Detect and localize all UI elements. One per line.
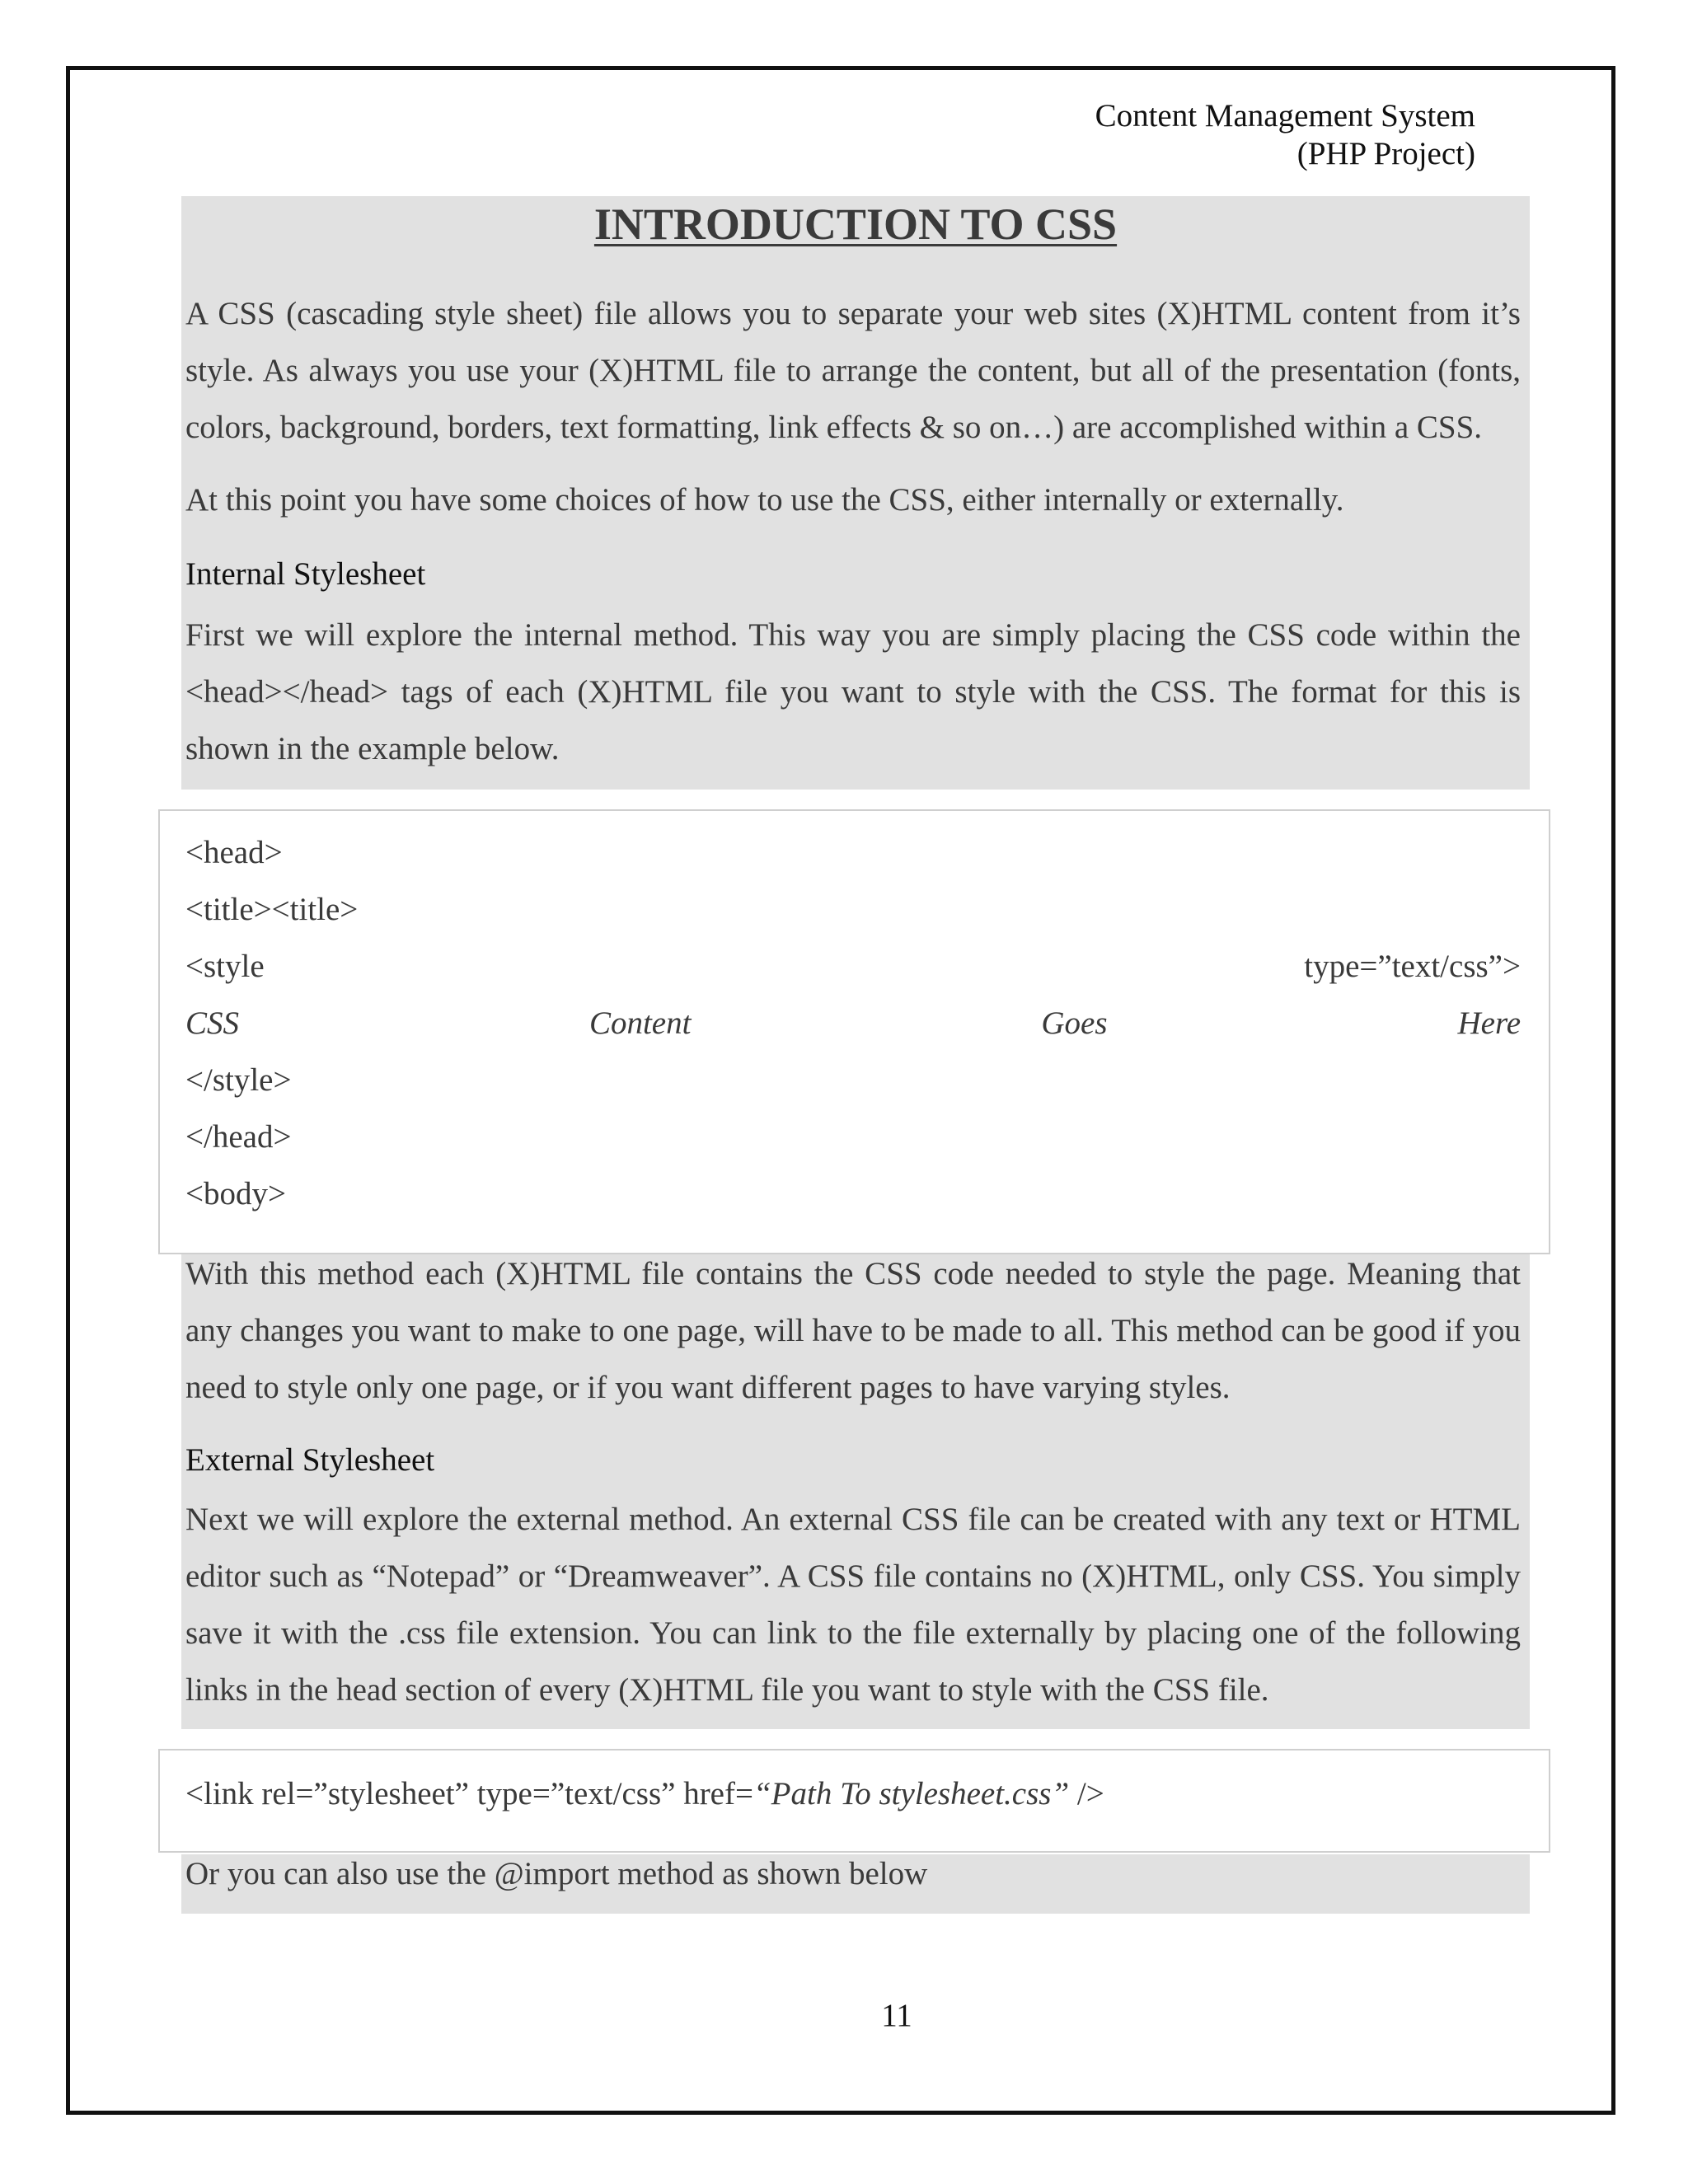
code-placeholder-word: Here [1457, 1005, 1521, 1041]
code-line-style-close: </style> [185, 1062, 292, 1098]
intro-paragraph-2: At this point you have some choices of how to use the CSS, either internally or externally. [185, 482, 1344, 518]
code-line-title: <title><title> [185, 892, 359, 927]
link-code-prefix: <link rel=”stylesheet” type=”text/css” href= [185, 1776, 753, 1811]
code-line-body: <body> [185, 1176, 286, 1212]
external-paragraph-1: Next we will explore the external method. An external CSS file can be created with any text or HTML editor such as “Notepad” or “Dreamweaver”. A CSS file contains no (X)HTML, only CSS. You simply save it with the .css file extension. You can link to the file externally by placing one of the following links in the head section of every (X)HTML file you want to style with the CSS file. [185, 1502, 1521, 1708]
code-line-style-open: <style [185, 949, 265, 984]
code-line-head-open: <head> [185, 835, 283, 870]
code-line-link [185, 1775, 1104, 1813]
internal-paragraph-1: First we will explore the internal method. This way you are simply placing the CSS code within the <head></head> tags of each (X)HTML file you want to style with the CSS. The format for this is shown in the example below. [185, 617, 1521, 766]
running-header [1095, 97, 1475, 173]
header-subtitle: (PHP Project) [1296, 136, 1475, 171]
external-stylesheet-heading: External Stylesheet [185, 1442, 435, 1478]
code-line-head-close: </head> [185, 1119, 292, 1155]
code-placeholder-word: Goes [1041, 1005, 1108, 1041]
link-code-suffix: /> [1069, 1776, 1104, 1811]
external-paragraph-2: Or you can also use the @import method as shown below [185, 1856, 928, 1891]
intro-paragraph-1: A CSS (cascading style sheet) file allows you to separate your web sites (X)HTML content from it’s style. As always you use your (X)HTML file to arrange the content, but all of the presentation (fonts, colors, background, borders, text formatting, link effects & so on…) are accomplished within a CSS. [185, 296, 1521, 445]
internal-stylesheet-heading: Internal Stylesheet [185, 556, 426, 592]
header-title: Content Management System [1095, 98, 1475, 134]
code-placeholder-word: CSS [185, 1005, 240, 1041]
page-title: INTRODUCTION TO CSS [593, 199, 1118, 249]
code-placeholder-word: Content [588, 1005, 692, 1041]
link-code-path: “Path To stylesheet.css” [753, 1776, 1070, 1811]
internal-paragraph-2: With this method each (X)HTML file contains the CSS code needed to style the page. Meaning that any changes you want to make to one page, will have to be made to all. This method can be good if you need to style only one page, or if you want different pages to have varying styles. [185, 1256, 1521, 1405]
code-line-style-type: type=”text/css”> [1304, 949, 1521, 984]
page-number: 11 [881, 1998, 912, 2033]
code-line-placeholder [185, 1005, 1521, 1043]
